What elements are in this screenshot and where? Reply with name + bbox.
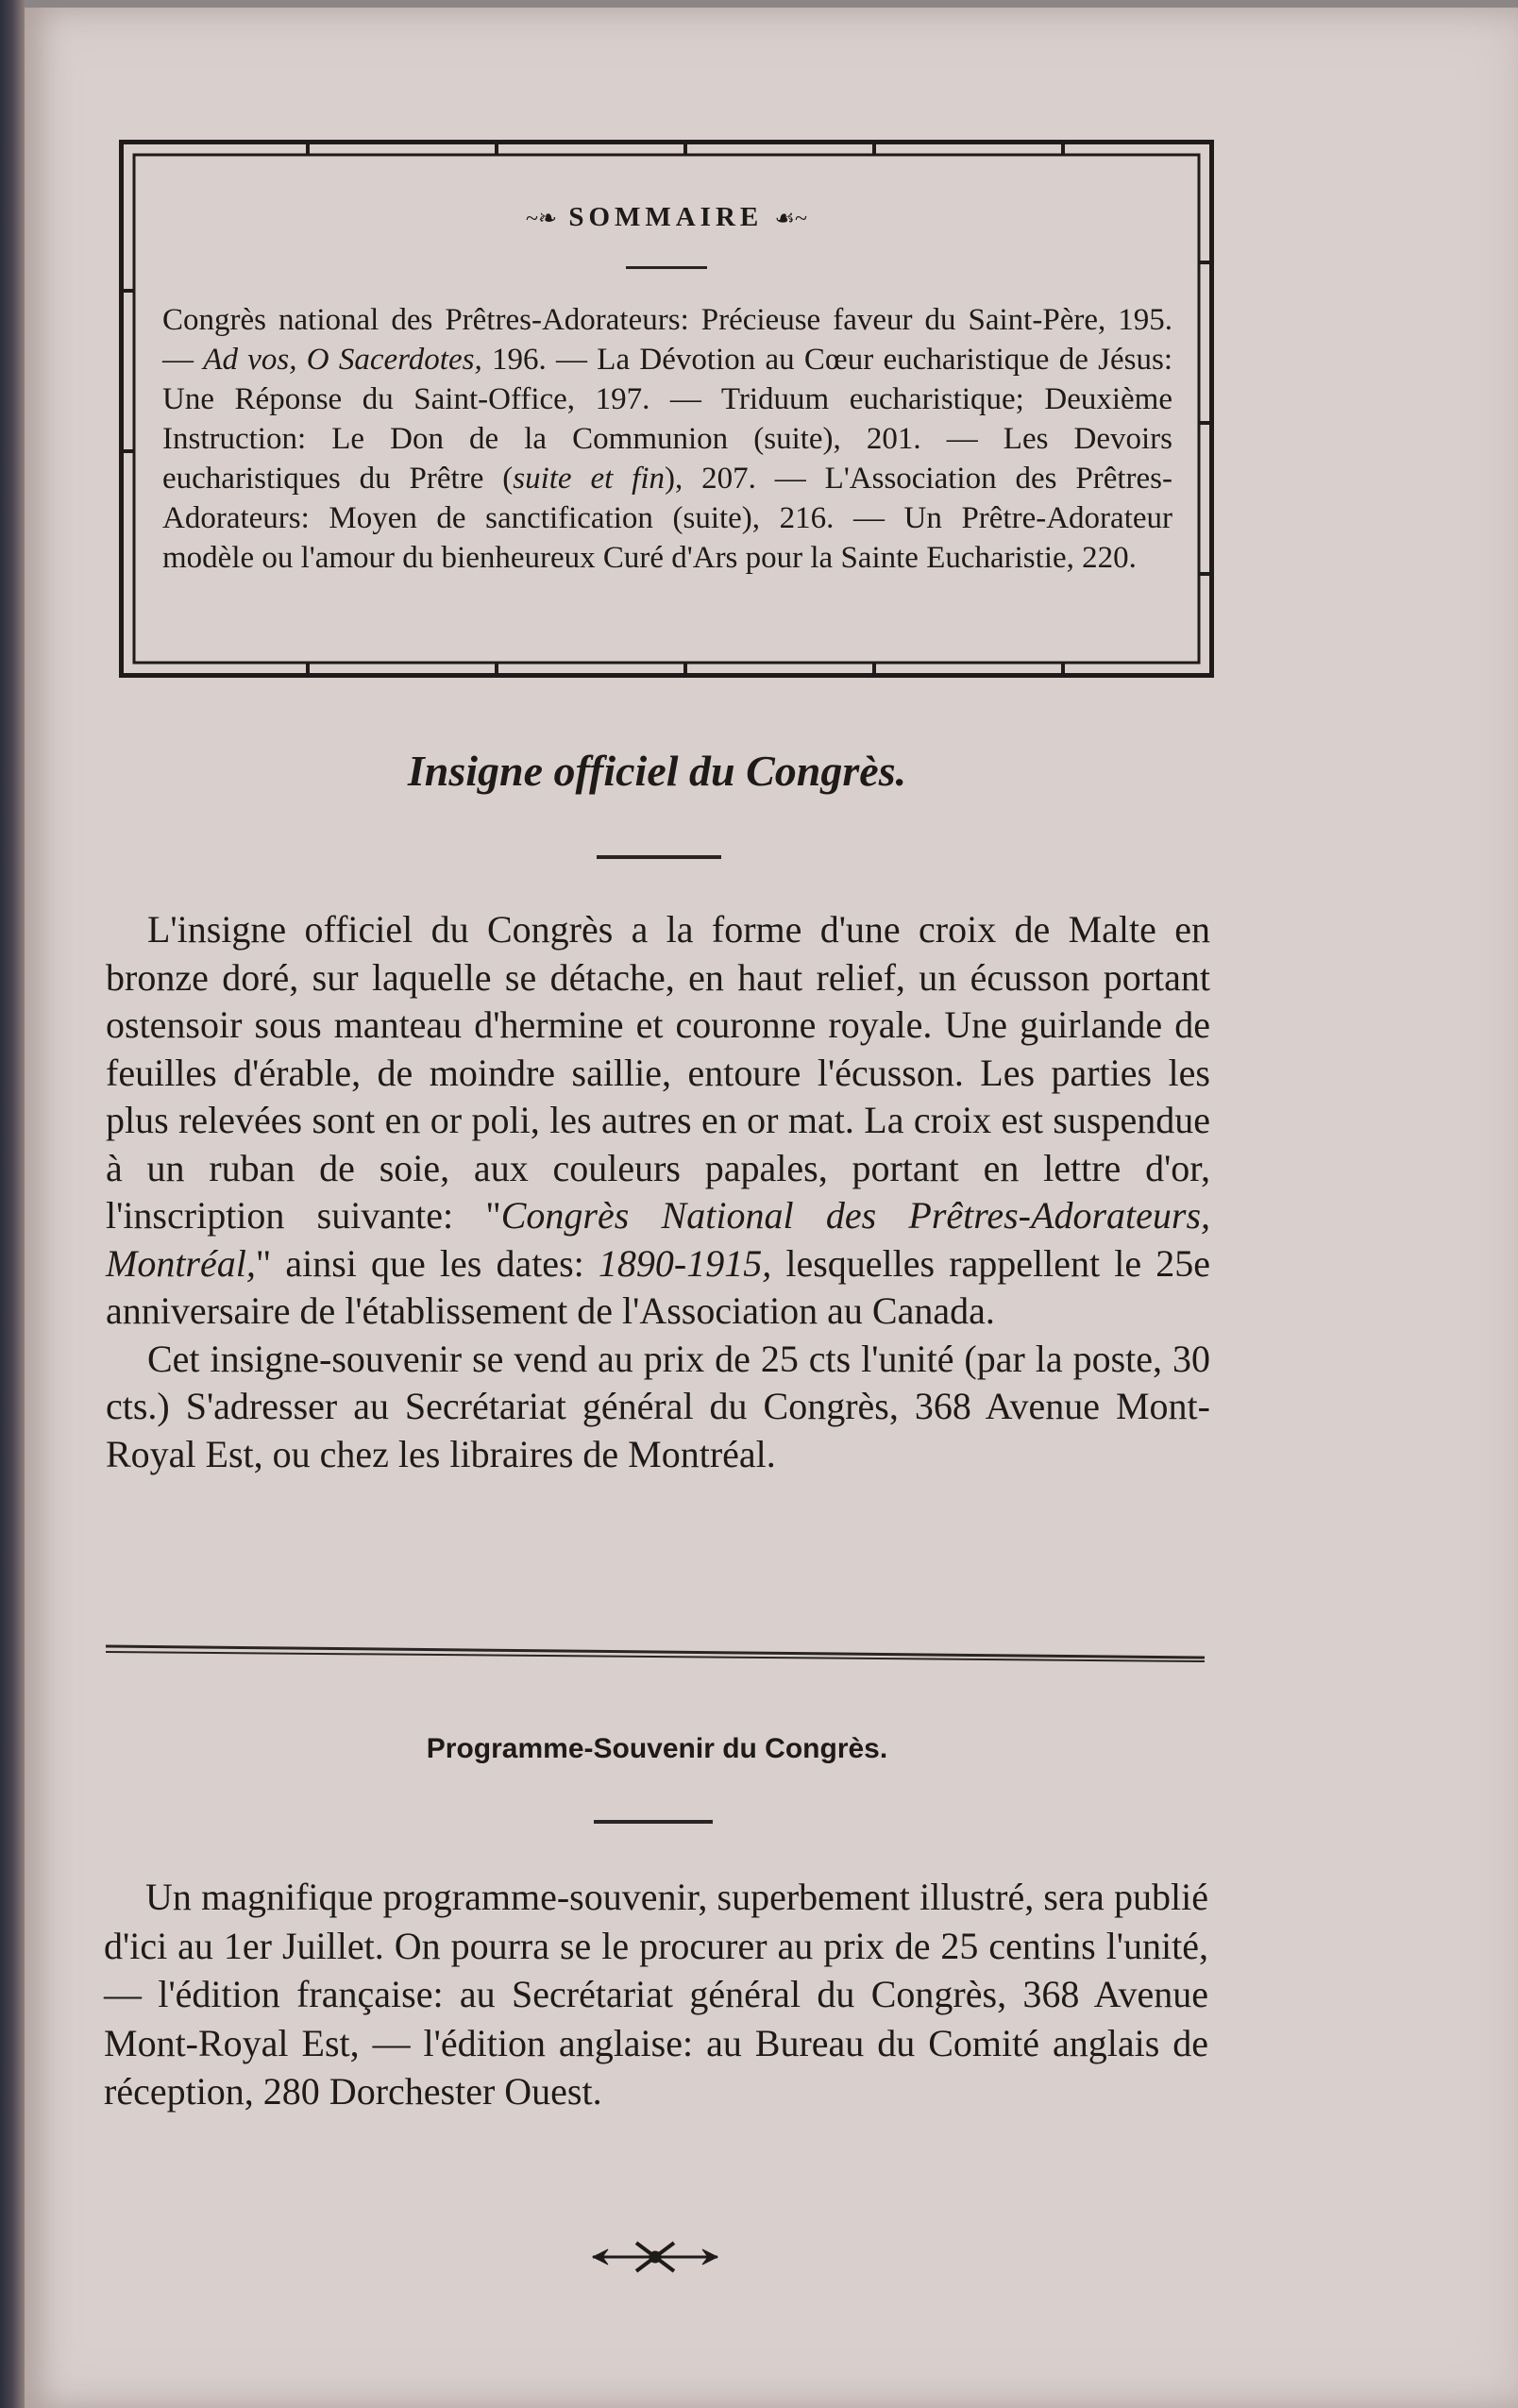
sommaire-text: [162, 300, 1172, 578]
sommaire-text-3: 196. — La Dévotion au Cœur eucharistique de Jésus: Une Réponse du Saint-Office, 197. — Triduum eucharistique; Deuxième Instruction: Le Don de la Communion (suite), 201. — Les Devoirs eucharistiques du Prêtre (: [162, 343, 1173, 496]
insigne-p1-c: lesquelles rappellent le 25e anniversaire de l'établissement de l'Association au Canada.: [106, 1241, 1210, 1332]
insigne-heading: Insigne officiel du Congrès.: [407, 747, 907, 795]
sommaire-text-5: ), 207. — L'Association des Prêtres-Adorateurs: Moyen de sanctification (suite), 216. — Un Prêtre-Adorateur modèle ou l'amour du bienheureux Curé d'Ars pour la Sainte Eucharistie, 220.: [162, 462, 1172, 575]
fleuron-icon: [589, 2233, 721, 2281]
section-divider: [106, 1642, 1205, 1663]
insigne-p1-italic: Congrès National des Prêtres-Adorateurs, Montréal,: [106, 1194, 1211, 1285]
document-page: [25, 8, 1518, 2408]
book-spine-edge: [0, 0, 25, 2408]
sommaire-box: [119, 140, 1214, 678]
sommaire-text-4: suite et fin: [513, 462, 665, 496]
programme-paragraph-1: Un magnifique programme-souvenir, superbement illustré, sera publié d'ici au 1er Juillet. On pourra se le procurer au prix de 25 centins l'unité, — l'édition française: au Secrétariat général du Congrès, 368 Avenue Mont-Royal Est, — l'édition anglaise: au Bureau du Comité anglais de réception, 280 Dorchester Ouest.: [104, 1876, 1208, 2113]
sommaire-text-2: Ad vos, O Sacerdotes,: [203, 343, 482, 377]
ornament-left-icon: ~❧: [525, 207, 558, 231]
programme-heading: Programme-Souvenir du Congrès.: [426, 1733, 888, 1764]
insigne-paragraph-2: Cet insigne-souvenir se vend au prix de 25 cts l'unité (par la poste, 30 cts.) S'adresser au Secrétariat général du Congrès, 368 Avenue Mont-Royal Est, ou chez les libraires de Montréal.: [106, 1337, 1210, 1475]
insigne-p1-a: L'insigne officiel du Congrès a la forme d'une croix de Malte en bronze doré, sur laquelle se détache, en haut relief, un écusson portant ostensoir sous manteau d'hermine et couronne royale. Une guirlande de feuilles d'érable, de moindre saillie, entoure l'écusson. Les parties les plus relevées sont en or poli, les autres en or mat. La croix est suspendue à un ruban de soie, aux couleurs papales, portant en lettre d'or, l'inscription suivante: ": [106, 908, 1210, 1237]
sommaire-title: [119, 202, 1214, 233]
sommaire-text-1: Congrès national des Prêtres-Adorateurs: Précieuse faveur du Saint-Père, 195. —: [162, 303, 1172, 377]
ornament-right-icon: ☙~: [774, 207, 808, 231]
programme-rule: [594, 1820, 713, 1824]
insigne-p1-dates: 1890-1915,: [598, 1241, 772, 1285]
insigne-rule: [597, 855, 721, 859]
sommaire-title-text: SOMMAIRE: [568, 202, 764, 232]
insigne-p1-b: " ainsi que les dates:: [255, 1241, 599, 1285]
page-top-edge: [25, 0, 1518, 8]
sommaire-rule: [626, 266, 707, 269]
insigne-paragraph-1: [106, 906, 1210, 1336]
insigne-body: [106, 906, 1210, 1478]
programme-body: [104, 1873, 1208, 2116]
